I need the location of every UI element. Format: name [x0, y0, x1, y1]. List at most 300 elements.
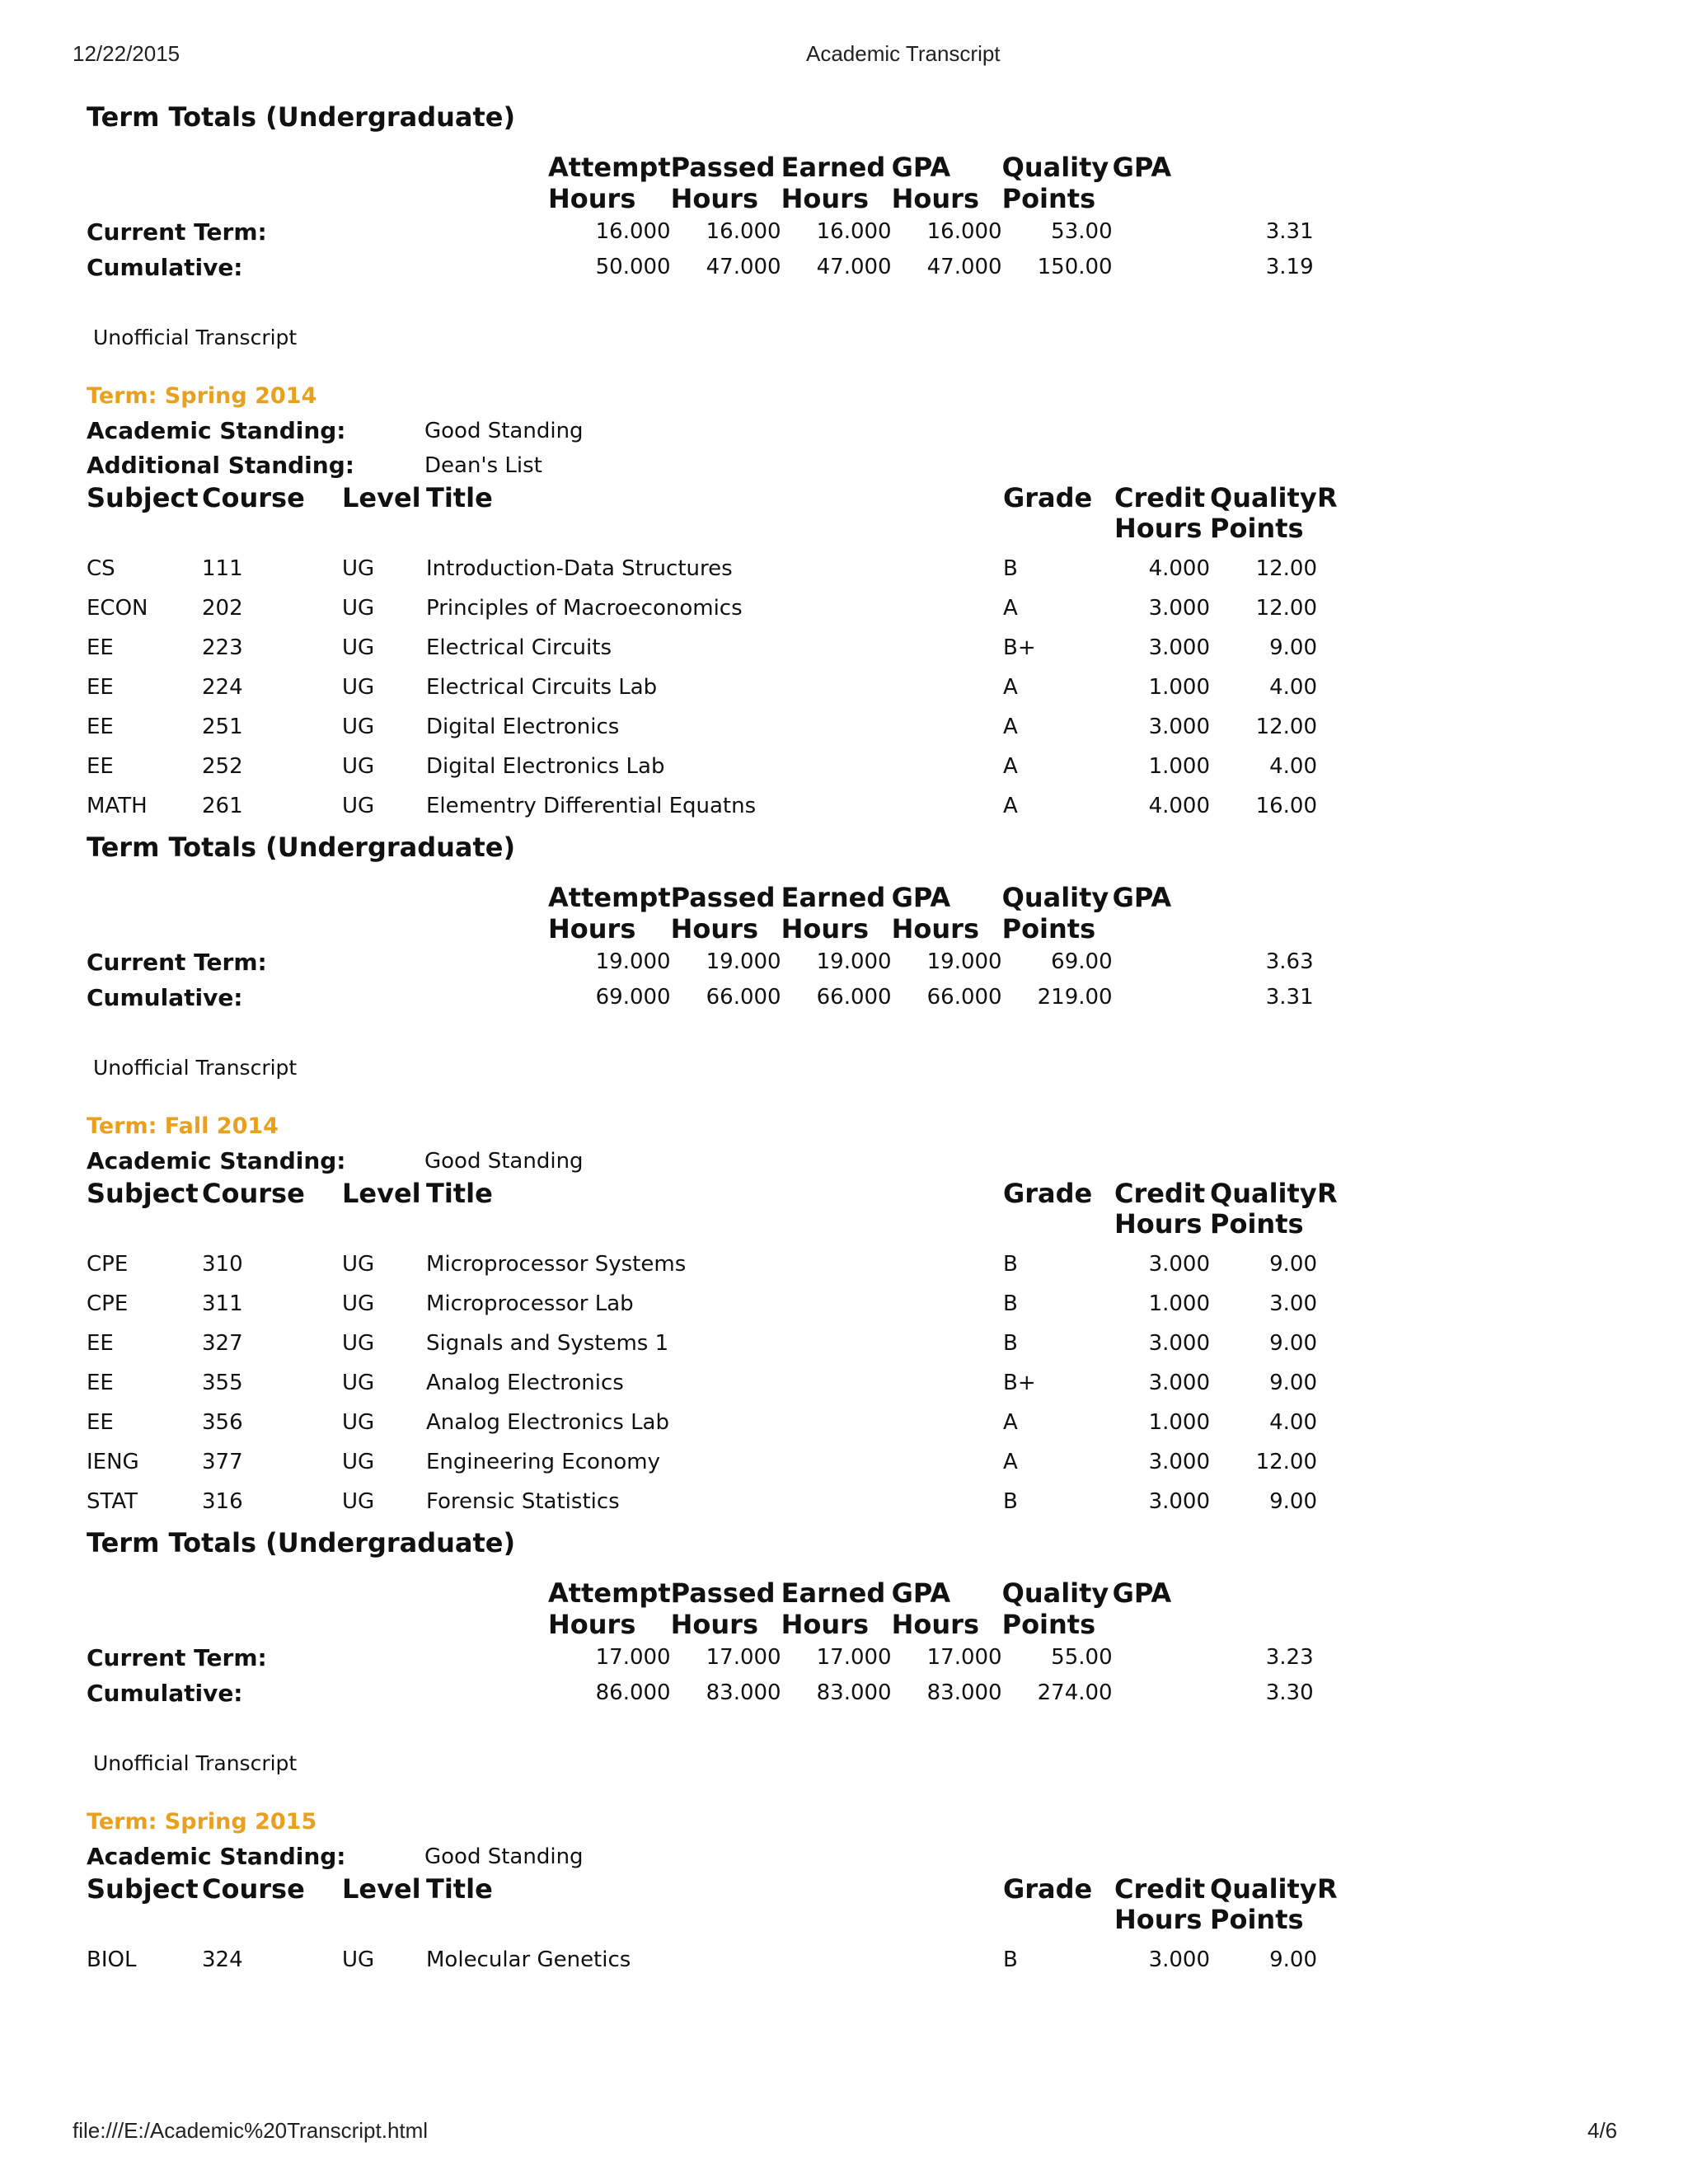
- course-row: [87, 668, 1342, 707]
- term-totals-table: [87, 882, 1317, 1015]
- course-quality-points: 9.00: [1269, 1371, 1317, 1395]
- course-title: Molecular Genetics: [426, 1947, 631, 1972]
- academic-standing: [87, 1144, 1356, 1179]
- totals-header-line1: Passed: [670, 882, 776, 913]
- totals-header-line2: Hours: [781, 183, 869, 214]
- course-grade: A: [1003, 1450, 1018, 1474]
- col-header-r: R: [1317, 1178, 1338, 1209]
- course-quality-points: 9.00: [1269, 1489, 1317, 1514]
- col-header-course: Course: [202, 482, 305, 513]
- course-grade: A: [1003, 675, 1018, 700]
- course-number: 327: [202, 1331, 243, 1356]
- col-header-quality-points: [1210, 483, 1317, 544]
- course-quality-points: 16.00: [1255, 794, 1317, 818]
- course-subject: CPE: [87, 1291, 129, 1316]
- totals-value: 3.31: [1265, 985, 1314, 1010]
- academic-standing: [87, 1840, 1356, 1874]
- cumulative-label: Cumulative:: [87, 254, 243, 281]
- totals-header-line1: GPA: [1112, 152, 1172, 183]
- course-r: [1317, 707, 1342, 747]
- course-level: UG: [342, 675, 375, 700]
- course-title: Microprocessor Systems: [426, 1252, 687, 1277]
- totals-header-line2: Points: [1001, 1609, 1096, 1640]
- course-grade: B+: [1003, 635, 1036, 660]
- course-level: UG: [342, 754, 375, 779]
- course-grade: B: [1003, 1489, 1018, 1514]
- totals-header-line1: Quality: [1001, 152, 1109, 183]
- course-credit-hours: 1.000: [1148, 675, 1210, 700]
- academic-standing-label: Academic Standing:: [87, 417, 346, 444]
- totals-header-row: [87, 152, 1317, 214]
- unofficial-transcript-label: Unofficial Transcript: [93, 1751, 298, 1775]
- course-level: UG: [342, 1947, 375, 1972]
- totals-value: 16.000: [706, 219, 781, 244]
- totals-header-line1: Earned: [781, 152, 886, 183]
- course-grade: B: [1003, 1331, 1018, 1356]
- totals-header-line2: Hours: [670, 1609, 758, 1640]
- course-header-row: [87, 483, 1342, 544]
- col-header-title: Title: [426, 1178, 493, 1209]
- col-header-credit-hours: [1114, 1874, 1210, 1935]
- totals-header-line1: Passed: [670, 152, 776, 183]
- totals-value: 66.000: [926, 985, 1002, 1010]
- course-number: 324: [202, 1947, 243, 1972]
- totals-value: 19.000: [926, 949, 1002, 974]
- course-credit-hours: 3.000: [1148, 1947, 1210, 1972]
- file-url: file:///E:/Academic%20Transcript.html: [73, 2118, 429, 2143]
- course-grade: B: [1003, 1252, 1018, 1277]
- term-totals-title: Term Totals (Undergraduate): [87, 1527, 516, 1558]
- col-header-r: R: [1317, 1873, 1338, 1905]
- course-number: 316: [202, 1489, 243, 1514]
- course-row: [87, 1324, 1342, 1363]
- course-r: [1317, 1482, 1342, 1521]
- course-level: UG: [342, 1331, 375, 1356]
- course-r: [1317, 588, 1342, 628]
- col-header-credit-hours: [1114, 483, 1210, 544]
- col-header-subject: Subject: [87, 1178, 199, 1209]
- course-header-row: [87, 1179, 1342, 1240]
- totals-value: 3.31: [1265, 219, 1314, 244]
- totals-header-spacer: [87, 882, 548, 944]
- additional-standing-label: Additional Standing:: [87, 452, 354, 479]
- course-subject: BIOL: [87, 1947, 137, 1972]
- course-level: UG: [342, 1410, 375, 1435]
- totals-header-2: [781, 882, 892, 944]
- totals-value: 3.19: [1265, 255, 1314, 279]
- course-quality-points: 12.00: [1255, 715, 1317, 739]
- course-level: UG: [342, 1371, 375, 1395]
- transcript-content: [87, 97, 1356, 1980]
- course-credit-hours: 3.000: [1148, 635, 1210, 660]
- course-table: [87, 1179, 1342, 1521]
- totals-value: 69.00: [1051, 949, 1113, 974]
- current-label: Current Term:: [87, 949, 267, 976]
- course-r: [1317, 747, 1342, 786]
- unofficial-transcript-label: Unofficial Transcript: [93, 1056, 298, 1080]
- totals-header-line1: Attempt: [548, 882, 671, 913]
- course-title: Forensic Statistics: [426, 1489, 620, 1514]
- course-credit-hours: 3.000: [1148, 1489, 1210, 1514]
- course-subject: EE: [87, 635, 114, 660]
- course-row: [87, 1442, 1342, 1482]
- course-title: Digital Electronics: [426, 715, 620, 739]
- course-credit-hours: 4.000: [1148, 794, 1210, 818]
- term-name: Term: Spring 2014: [87, 383, 317, 409]
- course-title: Analog Electronics: [426, 1371, 624, 1395]
- totals-header-spacer: [87, 1577, 548, 1640]
- credit-line2: Hours: [1114, 1208, 1203, 1240]
- totals-value: 3.30: [1265, 1680, 1314, 1705]
- col-header-grade: Grade: [1003, 1178, 1093, 1209]
- print-date: 12/22/2015: [73, 41, 181, 66]
- current-term-row: [87, 944, 1317, 980]
- course-credit-hours: 1.000: [1148, 754, 1210, 779]
- totals-value: 83.000: [816, 1680, 892, 1705]
- totals-value: 83.000: [926, 1680, 1002, 1705]
- totals-value: 19.000: [706, 949, 781, 974]
- col-header-quality-points: [1210, 1179, 1317, 1240]
- course-subject: CPE: [87, 1252, 129, 1277]
- course-subject: EE: [87, 1331, 114, 1356]
- course-r: [1317, 549, 1342, 588]
- course-credit-hours: 3.000: [1148, 1450, 1210, 1474]
- totals-header-line1: GPA: [891, 882, 951, 913]
- course-title: Electrical Circuits: [426, 635, 612, 660]
- cumulative-label: Cumulative:: [87, 1680, 243, 1707]
- totals-value: 19.000: [816, 949, 892, 974]
- course-quality-points: 9.00: [1269, 1947, 1317, 1972]
- course-credit-hours: 3.000: [1148, 596, 1210, 621]
- course-title: Elementry Differential Equatns: [426, 794, 757, 818]
- totals-value: 16.000: [816, 219, 892, 244]
- totals-header-line1: Quality: [1001, 882, 1109, 913]
- course-number: 261: [202, 794, 243, 818]
- totals-value: 17.000: [926, 1645, 1002, 1670]
- current-term-row: [87, 1640, 1317, 1675]
- totals-header-line2: Hours: [891, 913, 979, 944]
- academic-standing-label: Academic Standing:: [87, 1147, 346, 1174]
- course-row: [87, 588, 1342, 628]
- course-title: Introduction-Data Structures: [426, 556, 733, 581]
- term-name: Term: Fall 2014: [87, 1113, 279, 1139]
- totals-value: 17.000: [816, 1645, 892, 1670]
- course-grade: A: [1003, 1410, 1018, 1435]
- term-totals-title: Term Totals (Undergraduate): [87, 832, 516, 863]
- credit-line2: Hours: [1114, 513, 1203, 544]
- course-grade: A: [1003, 794, 1018, 818]
- quality-line2: Points: [1210, 513, 1304, 544]
- course-level: UG: [342, 1450, 375, 1474]
- col-header-subject: Subject: [87, 482, 199, 513]
- course-row: [87, 747, 1342, 786]
- credit-line1: Credit: [1114, 1178, 1206, 1209]
- quality-line2: Points: [1210, 1904, 1304, 1935]
- totals-value: 219.00: [1037, 985, 1113, 1010]
- course-credit-hours: 3.000: [1148, 1331, 1210, 1356]
- totals-value: 3.23: [1265, 1645, 1314, 1670]
- course-number: 252: [202, 754, 243, 779]
- totals-header-line1: GPA: [891, 152, 951, 183]
- col-header-credit-hours: [1114, 1179, 1210, 1240]
- course-row: [87, 1940, 1342, 1980]
- course-title: Microprocessor Lab: [426, 1291, 634, 1316]
- course-quality-points: 12.00: [1255, 1450, 1317, 1474]
- quality-line1: Quality: [1210, 1873, 1317, 1905]
- course-title: Analog Electronics Lab: [426, 1410, 669, 1435]
- course-level: UG: [342, 794, 375, 818]
- cumulative-label: Cumulative:: [87, 984, 243, 1011]
- cumulative-term-row: [87, 1675, 1317, 1711]
- totals-header-line2: Hours: [548, 1609, 636, 1640]
- totals-value: 50.000: [595, 255, 671, 279]
- course-number: 202: [202, 596, 243, 621]
- col-header-title: Title: [426, 1873, 493, 1905]
- course-number: 356: [202, 1410, 243, 1435]
- col-header-subject: Subject: [87, 1873, 199, 1905]
- totals-value: 274.00: [1037, 1680, 1113, 1705]
- course-level: UG: [342, 556, 375, 581]
- col-header-level: Level: [342, 1178, 421, 1209]
- course-subject: STAT: [87, 1489, 138, 1514]
- totals-header-5: [1113, 152, 1317, 214]
- course-credit-hours: 3.000: [1148, 1252, 1210, 1277]
- quality-line2: Points: [1210, 1208, 1304, 1240]
- course-row: [87, 1244, 1342, 1284]
- course-row: [87, 1363, 1342, 1403]
- course-level: UG: [342, 1252, 375, 1277]
- academic-standing-value: Good Standing: [424, 419, 584, 443]
- totals-header-line1: GPA: [1112, 1577, 1172, 1609]
- totals-header-2: [781, 152, 892, 214]
- current-term-row: [87, 214, 1317, 250]
- academic-standing: [87, 414, 1356, 448]
- totals-header-4: [1002, 152, 1113, 214]
- totals-header-3: [892, 882, 1002, 944]
- col-header-level: Level: [342, 1873, 421, 1905]
- course-level: UG: [342, 715, 375, 739]
- col-header-r: R: [1317, 482, 1338, 513]
- course-title: Digital Electronics Lab: [426, 754, 665, 779]
- course-level: UG: [342, 596, 375, 621]
- totals-value: 16.000: [595, 219, 671, 244]
- totals-header-5: [1113, 1577, 1317, 1640]
- totals-header-2: [781, 1577, 892, 1640]
- course-subject: EE: [87, 675, 114, 700]
- course-title: Signals and Systems 1: [426, 1331, 669, 1356]
- course-r: [1317, 1363, 1342, 1403]
- totals-value: 47.000: [706, 255, 781, 279]
- course-quality-points: 9.00: [1269, 1252, 1317, 1277]
- course-table: [87, 483, 1342, 826]
- course-row: [87, 549, 1342, 588]
- course-subject: EE: [87, 754, 114, 779]
- totals-value: 3.63: [1265, 949, 1314, 974]
- course-quality-points: 12.00: [1255, 596, 1317, 621]
- totals-header-4: [1002, 1577, 1113, 1640]
- course-title: Engineering Economy: [426, 1450, 660, 1474]
- course-row: [87, 1403, 1342, 1442]
- course-grade: B+: [1003, 1371, 1036, 1395]
- totals-header-line1: GPA: [1112, 882, 1172, 913]
- term-name: Term: Spring 2015: [87, 1809, 317, 1835]
- current-label: Current Term:: [87, 218, 267, 246]
- totals-value: 55.00: [1051, 1645, 1113, 1670]
- totals-header-line2: Hours: [781, 1609, 869, 1640]
- course-grade: A: [1003, 715, 1018, 739]
- totals-header-0: [548, 1577, 671, 1640]
- course-r: [1317, 1284, 1342, 1324]
- totals-header-line2: Hours: [891, 183, 979, 214]
- cumulative-term-row: [87, 980, 1317, 1015]
- totals-value: 16.000: [926, 219, 1002, 244]
- course-header-row: [87, 1874, 1342, 1935]
- course-quality-points: 9.00: [1269, 1331, 1317, 1356]
- totals-header-line1: Attempt: [548, 1577, 671, 1609]
- totals-value: 47.000: [816, 255, 892, 279]
- totals-header-1: [671, 882, 781, 944]
- course-number: 224: [202, 675, 243, 700]
- course-number: 251: [202, 715, 243, 739]
- totals-header-line2: Points: [1001, 913, 1096, 944]
- col-header-quality-points: [1210, 1874, 1317, 1935]
- totals-header-line2: Hours: [670, 183, 758, 214]
- quality-line1: Quality: [1210, 1178, 1317, 1209]
- term-totals-table: [87, 152, 1317, 285]
- totals-value: 150.00: [1037, 255, 1113, 279]
- course-subject: CS: [87, 556, 115, 581]
- course-quality-points: 4.00: [1269, 1410, 1317, 1435]
- course-r: [1317, 1403, 1342, 1442]
- course-row: [87, 628, 1342, 668]
- totals-value: 86.000: [595, 1680, 671, 1705]
- page-number: 4/6: [1587, 2118, 1618, 2143]
- quality-line1: Quality: [1210, 482, 1317, 513]
- totals-header-line1: Attempt: [548, 152, 671, 183]
- course-row: [87, 1284, 1342, 1324]
- col-header-course: Course: [202, 1178, 305, 1209]
- course-subject: EE: [87, 1371, 114, 1395]
- totals-header-spacer: [87, 152, 548, 214]
- credit-line1: Credit: [1114, 482, 1206, 513]
- course-quality-points: 9.00: [1269, 635, 1317, 660]
- course-subject: ECON: [87, 596, 148, 621]
- course-quality-points: 12.00: [1255, 556, 1317, 581]
- totals-header-row: [87, 882, 1317, 944]
- unofficial-transcript-label: Unofficial Transcript: [93, 326, 298, 349]
- course-row: [87, 786, 1342, 826]
- course-grade: A: [1003, 754, 1018, 779]
- course-credit-hours: 1.000: [1148, 1291, 1210, 1316]
- totals-header-line1: Passed: [670, 1577, 776, 1609]
- course-number: 310: [202, 1252, 243, 1277]
- course-grade: A: [1003, 596, 1018, 621]
- course-title: Electrical Circuits Lab: [426, 675, 658, 700]
- course-grade: B: [1003, 1291, 1018, 1316]
- totals-value: 17.000: [706, 1645, 781, 1670]
- credit-line2: Hours: [1114, 1904, 1203, 1935]
- course-credit-hours: 1.000: [1148, 1410, 1210, 1435]
- course-level: UG: [342, 1291, 375, 1316]
- course-row: [87, 707, 1342, 747]
- academic-standing-value: Good Standing: [424, 1149, 584, 1174]
- course-quality-points: 3.00: [1269, 1291, 1317, 1316]
- course-number: 355: [202, 1371, 243, 1395]
- course-subject: EE: [87, 1410, 114, 1435]
- course-title: Principles of Macroeconomics: [426, 596, 743, 621]
- col-header-course: Course: [202, 1873, 305, 1905]
- course-credit-hours: 4.000: [1148, 556, 1210, 581]
- totals-header-line2: Points: [1001, 183, 1096, 214]
- col-header-grade: Grade: [1003, 482, 1093, 513]
- course-grade: B: [1003, 556, 1018, 581]
- additional-standing: [87, 448, 1356, 483]
- course-credit-hours: 3.000: [1148, 1371, 1210, 1395]
- totals-value: 47.000: [926, 255, 1002, 279]
- totals-header-0: [548, 882, 671, 944]
- course-subject: EE: [87, 715, 114, 739]
- totals-header-line1: GPA: [891, 1577, 951, 1609]
- course-number: 223: [202, 635, 243, 660]
- totals-value: 53.00: [1051, 219, 1113, 244]
- totals-header-row: [87, 1577, 1317, 1640]
- term-totals-table: [87, 1577, 1317, 1711]
- totals-header-line1: Quality: [1001, 1577, 1109, 1609]
- totals-header-3: [892, 152, 1002, 214]
- course-number: 111: [202, 556, 243, 581]
- totals-header-line1: Earned: [781, 882, 886, 913]
- totals-value: 66.000: [706, 985, 781, 1010]
- additional-standing-value: Dean's List: [424, 453, 542, 478]
- totals-value: 19.000: [595, 949, 671, 974]
- course-grade: B: [1003, 1947, 1018, 1972]
- course-r: [1317, 1244, 1342, 1284]
- term-totals-title: Term Totals (Undergraduate): [87, 101, 516, 133]
- academic-standing-label: Academic Standing:: [87, 1843, 346, 1870]
- totals-value: 83.000: [706, 1680, 781, 1705]
- cumulative-term-row: [87, 250, 1317, 285]
- course-level: UG: [342, 1489, 375, 1514]
- totals-header-line1: Earned: [781, 1577, 886, 1609]
- totals-header-line2: Hours: [548, 913, 636, 944]
- totals-header-line2: Hours: [670, 913, 758, 944]
- course-r: [1317, 786, 1342, 826]
- course-quality-points: 4.00: [1269, 675, 1317, 700]
- course-level: UG: [342, 635, 375, 660]
- course-subject: IENG: [87, 1450, 139, 1474]
- current-label: Current Term:: [87, 1644, 267, 1671]
- totals-header-3: [892, 1577, 1002, 1640]
- totals-header-1: [671, 152, 781, 214]
- course-quality-points: 4.00: [1269, 754, 1317, 779]
- totals-header-line2: Hours: [781, 913, 869, 944]
- course-subject: MATH: [87, 794, 148, 818]
- academic-standing-value: Good Standing: [424, 1844, 584, 1869]
- totals-value: 17.000: [595, 1645, 671, 1670]
- col-header-title: Title: [426, 482, 493, 513]
- col-header-grade: Grade: [1003, 1873, 1093, 1905]
- totals-value: 66.000: [816, 985, 892, 1010]
- course-r: [1317, 1324, 1342, 1363]
- totals-header-4: [1002, 882, 1113, 944]
- course-number: 377: [202, 1450, 243, 1474]
- course-r: [1317, 1940, 1342, 1980]
- course-number: 311: [202, 1291, 243, 1316]
- totals-header-1: [671, 1577, 781, 1640]
- course-row: [87, 1482, 1342, 1521]
- course-r: [1317, 668, 1342, 707]
- totals-header-line2: Hours: [548, 183, 636, 214]
